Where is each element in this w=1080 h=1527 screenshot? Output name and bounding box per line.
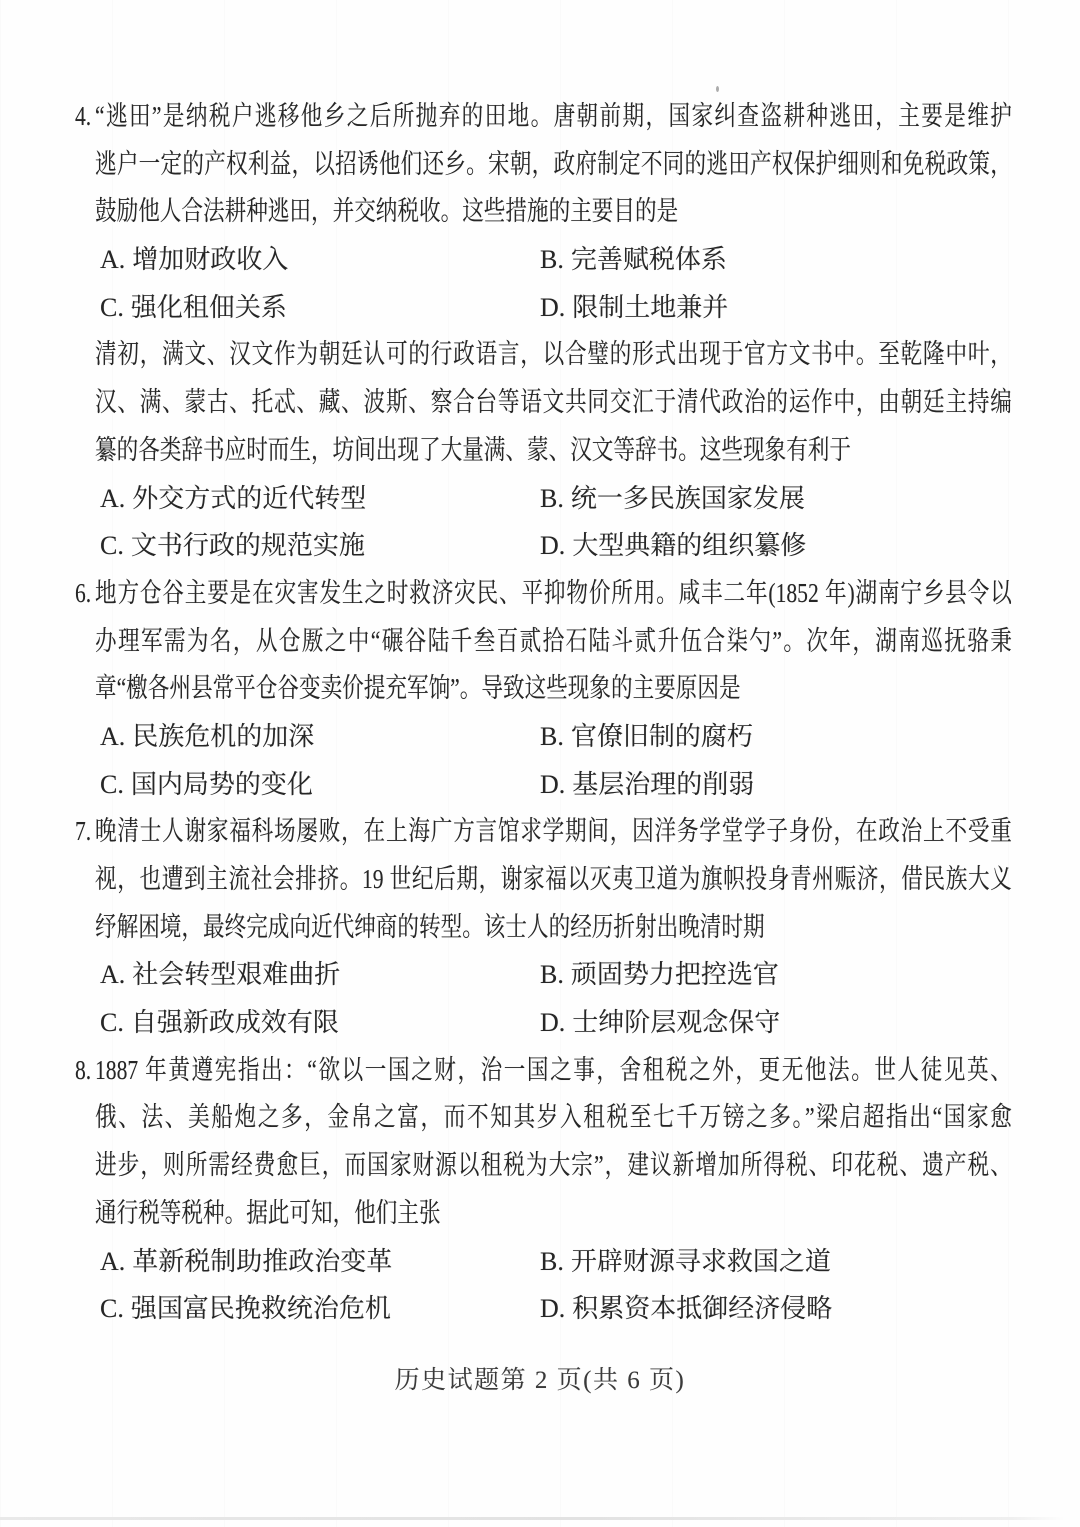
option-c	[100, 284, 540, 332]
options-row	[75, 761, 1035, 809]
option-label: C.	[100, 531, 124, 561]
option-b	[540, 236, 727, 284]
option-label: B.	[540, 1246, 564, 1276]
option-label: C.	[100, 292, 124, 322]
option-text: 民族危机的加深	[132, 721, 315, 751]
question-text: “逃田”是纳税户逃移他乡之后所抛弃的田地。唐朝前期，国家纠查盗耕种逃田，主要是维护	[95, 101, 1012, 131]
option-text: 强国富民挽救统治危机	[130, 1294, 391, 1324]
option-label: C.	[100, 1008, 124, 1038]
option-text: 自强新政成效有限	[130, 1008, 339, 1038]
question-text: 晚清士人谢家福科场屡败，在上海广方言馆求学期间，因洋务学堂学子身份，在政治上不受重	[95, 816, 1012, 847]
option-label: A.	[100, 721, 126, 751]
option-b	[540, 951, 779, 999]
question-line	[75, 808, 1012, 856]
option-a	[100, 1238, 540, 1286]
option-text: 大型典籍的组织纂修	[572, 531, 807, 561]
question	[75, 570, 1035, 808]
option-label: B.	[540, 483, 564, 513]
question-line	[75, 665, 1012, 713]
option-text: 顽固势力把控选官	[570, 960, 779, 990]
option-text: 外交方式的近代转型	[132, 483, 367, 513]
options-row	[75, 999, 1035, 1047]
option-text: 社会转型艰难曲折	[132, 960, 341, 990]
question-line	[75, 427, 1012, 475]
question-line	[75, 331, 1012, 379]
question-line	[75, 856, 1012, 904]
question-text: 章“檄各州县常平仓谷变卖价提充军饷”。导致这些现象的主要原因是	[95, 673, 741, 704]
option-text: 开辟财源寻求救国之道	[570, 1246, 831, 1276]
options-row	[75, 1285, 1035, 1333]
question-text: 汉、满、蒙古、托忒、藏、波斯、察合台等语文共同交汇于清代政治的运作中，由朝廷主持编	[95, 387, 1012, 418]
option-d	[540, 761, 754, 809]
option-label: B.	[540, 960, 564, 990]
option-label: D.	[540, 531, 566, 561]
question-text: 通行税等税种。据此可知，他们主张	[95, 1197, 441, 1228]
option-d	[540, 284, 728, 332]
option-label: D.	[540, 1008, 566, 1038]
options-row	[75, 284, 1035, 332]
question-text: 视，也遭到主流社会排挤。19 世纪后期，谢家福以灭夷卫道为旗帜投身青州赈济，借民族大义	[95, 864, 1012, 894]
option-label: C.	[100, 769, 124, 799]
question-text: 俄、法、美船炮之多，金帛之富，而不知其岁入租税至七千万镑之多。”梁启超指出“国家愈	[95, 1102, 1012, 1133]
option-text: 统一多民族国家发展	[570, 483, 805, 513]
option-label: A.	[100, 245, 126, 275]
option-label: A.	[100, 960, 126, 990]
question-line	[75, 618, 1012, 666]
option-a	[100, 475, 540, 523]
option-label: D.	[540, 292, 566, 322]
question	[75, 93, 1035, 331]
question-text: 清初，满文、汉文作为朝廷认可的行政语言，以合璧的形式出现于官方文书中。至乾隆中叶，	[95, 339, 1012, 370]
question-text: 纂的各类辞书应时而生，坊间出现了大量满、蒙、汉文等辞书。这些现象有利于	[95, 434, 851, 465]
question	[75, 1047, 1035, 1333]
questions-container	[75, 93, 1035, 1333]
options-row	[75, 522, 1035, 570]
option-label: B.	[540, 721, 564, 751]
question-text: 1887 年黄遵宪指出：“欲以一国之财，治一国之事，舍租税之外，更无他法。世人徒见英、	[95, 1054, 1012, 1085]
option-label: D.	[540, 1294, 566, 1324]
option-text: 限制土地兼并	[572, 292, 729, 322]
question-line	[75, 904, 1012, 952]
page-footer: 历史试题第 2 页(共 6 页)	[394, 1367, 686, 1394]
option-label: D.	[540, 769, 566, 799]
question-text: 纾解困境，最终完成向近代绅商的转型。该士人的经历折射出晚清时期	[95, 911, 765, 942]
question-text: 进步，则所需经费愈巨，而国家财源以租税为大宗”，建议新增加所得税、印花税、遗产税、	[95, 1150, 1012, 1181]
scan-dot-artifact	[716, 86, 719, 92]
question-line	[75, 1047, 1012, 1095]
option-text: 基层治理的削弱	[572, 769, 755, 799]
question	[75, 808, 1035, 1046]
option-text: 强化租佃关系	[130, 292, 287, 322]
options-row	[75, 713, 1035, 761]
option-d	[540, 1285, 832, 1333]
options-row	[75, 236, 1035, 284]
scan-bottom-edge	[0, 1517, 1065, 1520]
question-text: 鼓励他人合法耕种逃田，并交纳税收。这些措施的主要目的是	[95, 196, 679, 227]
options-row	[75, 1238, 1035, 1286]
question	[75, 331, 1035, 569]
option-label: B.	[540, 245, 564, 275]
option-a	[100, 951, 540, 999]
question-line	[75, 1142, 1012, 1190]
question-line	[75, 570, 1012, 618]
options-row	[75, 951, 1035, 999]
option-c	[100, 522, 540, 570]
question-text: 办理军需为名，从仓厫之中“碾谷陆千叁百贰拾石陆斗贰升伍合柒勺”。次年，湖南巡抚骆秉	[95, 625, 1012, 656]
option-text: 积累资本抵御经济侵略	[572, 1294, 833, 1324]
option-label: A.	[100, 1246, 126, 1276]
options-row	[75, 475, 1035, 523]
option-text: 士绅阶层观念保守	[572, 1008, 781, 1038]
option-a	[100, 713, 540, 761]
question-number: 7.	[75, 816, 92, 847]
option-b	[540, 713, 753, 761]
question-text: 地方仓谷主要是在灾害发生之时救济灾民、平抑物价所用。咸丰二年(1852 年)湖南宁乡县令以	[95, 577, 1012, 608]
question-line	[75, 1190, 1012, 1238]
option-text: 国内局势的变化	[130, 769, 313, 799]
option-c	[100, 761, 540, 809]
question-line	[75, 1094, 1012, 1142]
option-label: C.	[100, 1294, 124, 1324]
option-c	[100, 999, 540, 1047]
option-b	[540, 1238, 831, 1286]
question-number: 6.	[75, 577, 92, 608]
option-d	[540, 522, 806, 570]
option-text: 革新税制助推政治变革	[132, 1246, 393, 1276]
question-line	[75, 188, 1012, 236]
question-line	[75, 379, 1012, 427]
option-text: 增加财政收入	[132, 245, 289, 275]
option-b	[540, 475, 805, 523]
question-number: 8.	[75, 1054, 92, 1085]
option-a	[100, 236, 540, 284]
question-line	[75, 141, 1012, 189]
question-number: 4.	[75, 101, 92, 131]
option-text: 官僚旧制的腐朽	[570, 721, 753, 751]
option-c	[100, 1285, 540, 1333]
option-label: A.	[100, 483, 126, 513]
option-d	[540, 999, 780, 1047]
option-text: 完善赋税体系	[570, 245, 727, 275]
question-text: 逃户一定的产权利益，以招诱他们还乡。宋朝，政府制定不同的逃田产权保护细则和免税政策，	[95, 148, 1012, 179]
option-text: 文书行政的规范实施	[130, 531, 365, 561]
question-line	[75, 93, 1012, 141]
